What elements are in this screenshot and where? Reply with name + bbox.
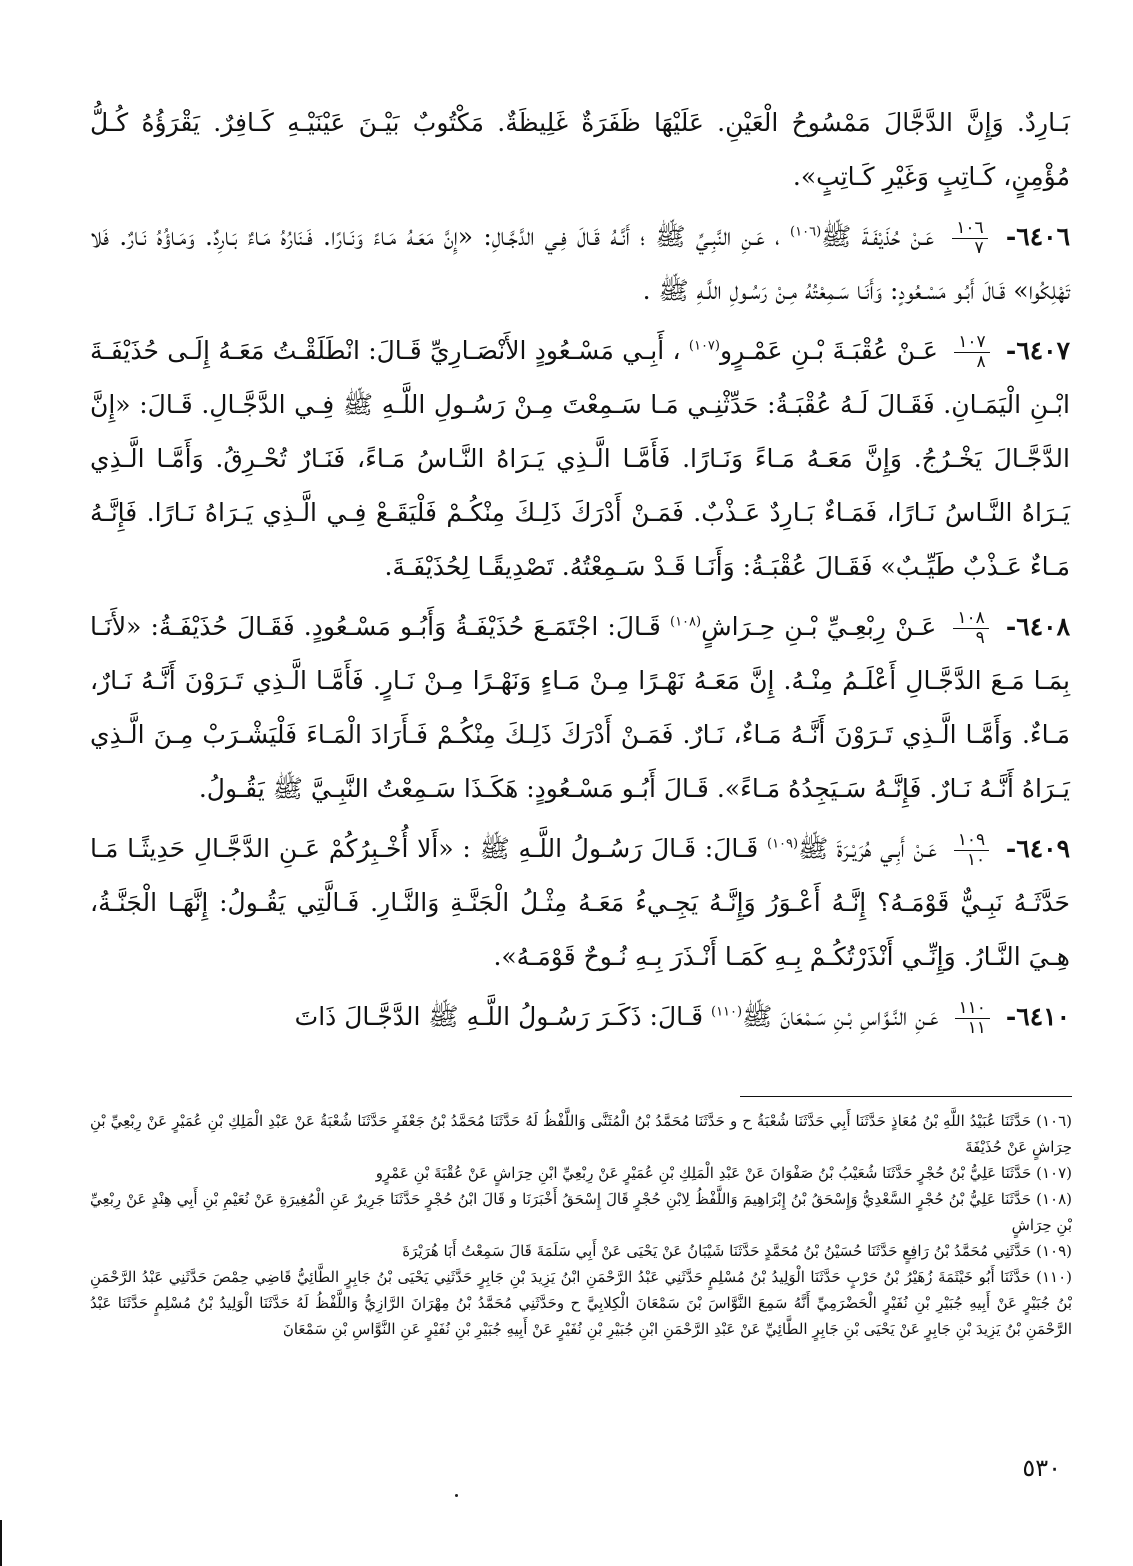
footnote-text: حَدَّثَنَا عَلِيُّ بْنُ حُجْرٍ حَدَّثَنَا شُعَيْبُ بْنُ صَفْوَانَ عَنْ عَبْدِ الْمَلِكِ بْنِ عُمَيْرٍ عَنْ رِبْعِيِّ ابْنِ حِرَاشٍ عَنْ عُقْبَةَ بْنِ عَمْرٍو [375, 1164, 1032, 1182]
scan-edge-mark [0, 1520, 2, 1566]
footnote-text: حَدَّثَنَا أَبُو خَيْثَمَةَ زُهَيْرُ بْنُ حَرْبٍ حَدَّثَنَا الْوَلِيدُ بْنُ مُسْلِمٍ حَدَّثَنِي عَبْدُ الرَّحْمَنِ ابْنُ يَزِيدَ بْنِ جَابِرٍ حَدَّثَنِي يَحْيَى بْنُ جَابِرٍ الطَّائِيُّ قَاضِي حِمْصَ حَدَّثَنِي عَبْدُ الرَّحْمَنِ بْنُ جُبَيْرٍ عَنْ أَبِيهِ جُبَيْرِ بْنِ نُفَيْرٍ الْحَضْرَمِيِّ أَنَّهُ سَمِعَ النَّوَّاسَ بْنَ سَمْعَانَ الْكِلابِيَّ ح وحَدَّثَنِي مُحَمَّدُ بْنُ مِهْرَانَ الرَّازِيُّ وَاللَّفْظُ لَهُ حَدَّثَنَا الْوَلِيدُ بْنُ مُسْلِمٍ حَدَّثَنَا عَبْدُ الرَّحْمَنِ بْنُ يَزِيدَ بْنِ جَابِرٍ عَنْ يَحْيَى بْنِ جَابِرٍ الطَّائِيِّ عَنْ عَبْدِ الرَّحْمَنِ ابْنِ جُبَيْرِ بْنِ نُفَيْرٍ عَنْ أَبِيهِ جُبَيْرِ بْنِ نُفَيْرٍ عَنِ النَّوَّاسِ بْنِ سَمْعَانَ [90, 1268, 1072, 1338]
footnote-item [90, 1160, 1072, 1186]
footnote-divider [740, 1096, 1072, 1097]
hadith-intro: عَـنْ رِبْعِـيِّ بْـنِ حِـرَاشٍ [701, 612, 937, 641]
footnote-number: (١٠٩) [1036, 1242, 1072, 1260]
hadith-number: ٦٤٠٨- [1005, 612, 1071, 641]
hadith-number: ٦٤١٠- [1005, 1002, 1070, 1031]
hadith-number: ٦٤٠٩- [1005, 834, 1071, 863]
footnote-number: (١٠٦) [1036, 1112, 1073, 1130]
hadith-text: ، عَـنِ النَّبِـيِّ ﷺ ؛ أَنَّـهُ قَـالَ فِـي الدَّجَّـالِ: «إِنَّ مَعَـهُ مَـاءً وَنَـارًا. فَـنَارُهُ مَـاءٌ بَـارِدٌ. وَمَـاؤُهُ نَـارٌ. فَلا تَهْلِكُوا» قَـالَ أَبُـو مَسْـعُودٍ: وَأَنَـا سَـمِعْتُهُ مِـنْ رَسُـولِ اللَّـهِ ﷺ . [90, 222, 1070, 305]
main-text [90, 96, 1070, 1050]
cross-reference-fraction: $\frac{١٠٧}{٨}$ [954, 333, 989, 372]
footnote-ref: (١٠٦) [790, 224, 822, 240]
cross-reference-fraction: $\frac{١٠٩}{١٠}$ [954, 831, 989, 870]
hadith-text: قَـالَ: اجْتَمَـعَ حُذَيْفَـةُ وَأَبُـو مَسْـعُودٍ. فَقَـالَ حُذَيْفَـةُ: «لأَنَـا بِمَـا مَـعَ الدَّجَّـالِ أَعْلَـمُ مِنْـهُ. إِنَّ مَعَـهُ نَهْـرًا مِـنْ مَـاءٍ وَنَهْـرًا مِـنْ نَـارٍ. فَأَمَّـا الَّـذِي تَـرَوْنَ أَنَّـهُ نَـارٌ، مَـاءٌ. وَأَمَّـا الَّـذِي تَـرَوْنَ أَنَّـهُ مَـاءٌ، نَـارٌ. فَمَـنْ أَدْرَكَ ذَلِـكَ مِنْكُـمْ فَـأَرَادَ الْمَـاءَ فَلْيَشْـرَبْ مِـنَ الَّـذِي يَـرَاهُ أَنَّـهُ نَـارٌ. فَإِنَّـهُ سَـيَجِدُهُ مَـاءً». قَـالَ أَبُـو مَسْـعُودٍ: هَكَـذَا سَـمِعْتُ النَّبِـيَّ ﷺ يَقُـولُ. [90, 612, 1070, 803]
cross-reference-fraction: $\frac{١١٠}{١١}$ [955, 999, 990, 1038]
footnote-number: (١١٠) [1036, 1268, 1072, 1286]
footnote-item [90, 1108, 1072, 1160]
footnote-number: (١٠٨) [1036, 1190, 1072, 1208]
hadith-6407 [90, 324, 1070, 594]
hadith-intro: عَـنِ النَّـوَّاسِ بْـنِ سَـمْعَانَ ﷺ [742, 1002, 939, 1031]
footnote-ref: (١٠٩) [767, 836, 799, 852]
footnote-number: (١٠٧) [1036, 1164, 1072, 1182]
hadith-number: ٦٤٠٦- [1005, 222, 1070, 251]
hadith-6406 [90, 210, 1070, 318]
continuation-paragraph: بَـارِدٌ. وَإِنَّ الدَّجَّالَ مَمْسُوحُ الْعَيْنِ. عَلَيْهَا ظَفَرَةٌ غَلِيظَةٌ. مَكْتُوبٌ بَيْـنَ عَيْنَيْـهِ كَـافِرٌ. يَقْرَؤُهُ كُـلُّ مُؤْمِنٍ، كَـاتِبٍ وَغَيْرِ كَـاتِبٍ». [90, 108, 1070, 191]
hadith-number: ٦٤٠٧- [1005, 336, 1071, 365]
hadith-text: قَـالَ: قَـالَ رَسُـولُ اللَّـهِ ﷺ : «أَلا أُخْـبِرُكُمْ عَـنِ الدَّجَّـالِ حَدِيثًـا مَـا حَدَّثَـهُ نَبِـيٌّ قَوْمَـهُ؟ إِنَّـهُ أَعْـوَرُ وَإِنَّـهُ يَجِـيءُ مَعَـهُ مِثْـلُ الْجَنَّـةِ وَالنَّـارِ. فَـالَّتِي يَقُـولُ: إِنَّهَـا الْجَنَّـةُ، هِـيَ النَّـارُ. وَإِنِّـي أَنْذَرْتُكُـمْ بِـهِ كَمَـا أَنْـذَرَ بِـهِ نُـوحٌ قَوْمَـهُ». [90, 834, 1070, 971]
footnote-text: حَدَّثَنَا عُبَيْدُ اللَّهِ بْنُ مُعَاذٍ حَدَّثَنَا أَبِي حَدَّثَنَا شُعْبَةُ ح و حَدَّثَنَا مُحَمَّدُ بْنُ الْمُثَنَّى وَاللَّفْظُ لَهُ حَدَّثَنَا مُحَمَّدُ بْنُ جَعْفَرٍ حَدَّثَنَا شُعْبَةُ عَنْ عَبْدِ الْمَلِكِ بْنِ عُمَيْرٍ عَنْ رِبْعِيِّ بْنِ حِرَاشٍ عَنْ حُذَيْفَةَ [90, 1112, 1072, 1156]
hadith-intro: عَـنْ عُقْبَـةَ بْـنِ عَمْـرٍو [720, 336, 938, 365]
cross-reference-fraction: $\frac{١٠٨}{٩}$ [953, 609, 988, 648]
hadith-6409 [90, 822, 1070, 984]
footnote-ref: (١١٠) [710, 1004, 743, 1020]
footnote-item [90, 1264, 1072, 1342]
scan-speck [455, 1494, 458, 1497]
footnotes [90, 1108, 1072, 1342]
hadith-text: ، أَبِـي مَسْـعُودٍ الأَنْصَـارِيِّ قَـالَ: انْطَلَقْـتُ مَعَـهُ إِلَـى حُذَيْفَـةَ ابْـنِ الْيَمَـانِ. فَقَـالَ لَـهُ عُقْبَـةُ: حَدِّثْنِـي مَـا سَـمِعْتَ مِـنْ رَسُـولِ اللَّـهِ ﷺ فِـي الدَّجَّـالِ. قَـالَ: «إِنَّ الدَّجَّـالَ يَخْـرُجُ. وَإِنَّ مَعَـهُ مَـاءً وَنَـارًا. فَأَمَّـا الَّـذِي يَـرَاهُ النَّـاسُ مَـاءً، فَنَـارٌ تُحْـرِقُ. وَأَمَّـا الَّـذِي يَـرَاهُ النَّـاسُ نَـارًا، فَمَـاءٌ بَـارِدٌ عَـذْبٌ. فَمَـنْ أَدْرَكَ ذَلِـكَ مِنْكُـمْ فَلْيَقَـعْ فِـي الَّـذِي يَـرَاهُ نَـارًا. فَإِنَّـهُ مَـاءٌ عَـذْبٌ طَيِّـبٌ» فَقَـالَ عُقْبَـةُ: وَأَنَـا قَـدْ سَـمِعْتُهُ. تَصْدِيقًـا لِحُذَيْفَـةَ. [90, 336, 1070, 581]
footnote-ref: (١٠٨) [670, 614, 702, 630]
page-number: ٥٣٠ [1022, 1454, 1061, 1482]
hadith-6408 [90, 600, 1070, 816]
hadith-intro: عَـنْ أَبِـي هُرَيْـرَةَ ﷺ [798, 834, 937, 863]
hadith-text: قَـالَ: ذَكَـرَ رَسُـولُ اللَّـهِ ﷺ الدَّجَّـالَ ذَاتَ [294, 1002, 704, 1031]
hadith-intro: عَـنْ حُذَيْفَـةَ ﷺ [821, 222, 935, 251]
footnote-ref: (١٠٧) [688, 338, 720, 354]
footnote-item [90, 1186, 1072, 1238]
cross-reference-fraction: $\frac{١٠٦}{٧}$ [952, 219, 987, 258]
footnote-text: حَدَّثَنَا عَلِيُّ بْنُ حُجْرٍ السَّعْدِيُّ وَإِسْحَقُ بْنُ إِبْرَاهِيمَ وَاللَّفْظُ لِابْنِ حُجْرٍ قَالَ إِسْحَقُ أَخْبَرَنَا و قَالَ ابْنُ حُجْرٍ حَدَّثَنَا جَرِيرٌ عَنِ الْمُغِيرَةِ عَنْ نُعَيْمِ بْنِ أَبِي هِنْدٍ عَنْ رِبْعِيِّ بْنِ حِرَاشٍ [90, 1190, 1072, 1234]
hadith-6410 [90, 990, 1070, 1044]
footnote-text: حَدَّثَنِي مُحَمَّدُ بْنُ رَافِعٍ حَدَّثَنَا حُسَيْنُ بْنُ مُحَمَّدٍ حَدَّثَنَا شَيْبَانُ عَنْ يَحْيَى عَنْ أَبِي سَلَمَةَ قَالَ سَمِعْتُ أَبَا هُرَيْرَةَ [402, 1242, 1032, 1260]
footnote-item [90, 1238, 1072, 1264]
